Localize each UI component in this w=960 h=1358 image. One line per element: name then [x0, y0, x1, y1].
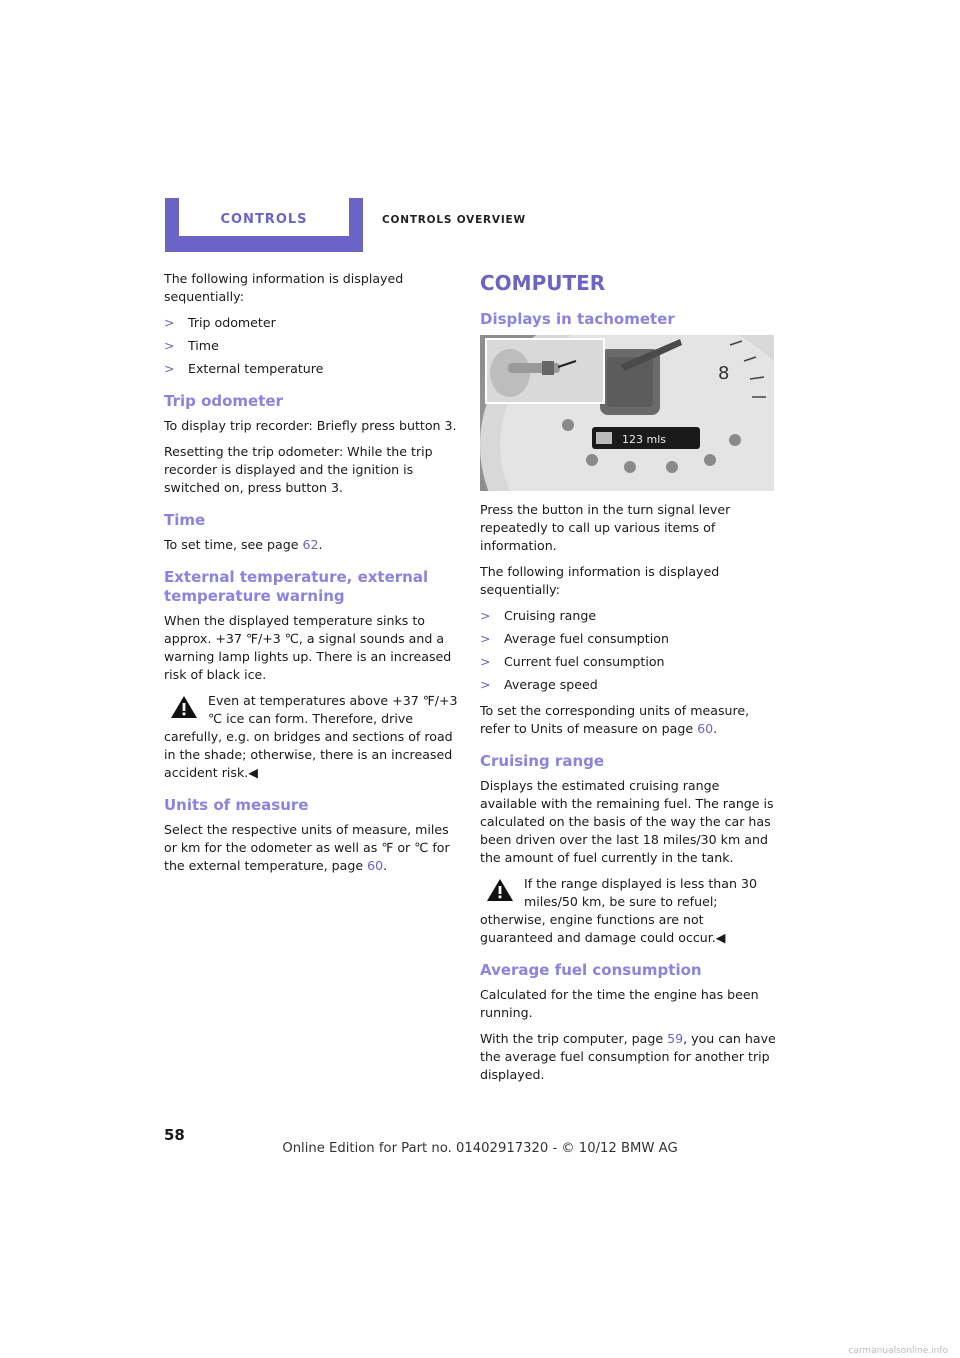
time-text-body: To set time, see page — [164, 537, 303, 552]
warning-triangle-icon — [170, 694, 198, 720]
list-item — [164, 337, 460, 355]
external-temperature-heading: External temperature, external temperature warning — [164, 568, 429, 605]
trip-odometer-p1: To display trip recorder: Briefly press button 3. — [164, 418, 457, 433]
computer-title: COMPUTER — [480, 271, 606, 295]
trip-odometer-p2: Resetting the trip odometer: While the trip recorder is displayed and the ignition is switched on, press button 3. — [164, 444, 433, 495]
list-item — [480, 630, 776, 648]
units-text-body: Select the respective units of measure, miles or km for the odometer as well as ℉ or ℃ for the external temperature, page — [164, 822, 450, 873]
bullet-mark: > — [480, 677, 491, 692]
units-text — [164, 821, 460, 875]
list-item-text: Trip odometer — [188, 315, 276, 330]
displays-p3 — [480, 702, 776, 738]
list-item-text: Cruising range — [504, 608, 597, 623]
warning-text: If the range displayed is less than 30 miles/50 km, be sure to refuel; otherwise, engine functions are not guaranteed and damage could occur.◀ — [480, 876, 757, 945]
average-fuel-p2 — [480, 1030, 776, 1084]
warning-note — [164, 692, 460, 782]
tachometer-figure — [480, 335, 774, 491]
section-tab-inner — [179, 198, 349, 236]
page-link-60[interactable]: 60 — [697, 721, 714, 736]
right-column — [480, 270, 776, 1092]
section-label: CONTROLS — [220, 212, 308, 227]
bullet-mark: > — [480, 631, 491, 646]
page-number: 58 — [164, 1126, 185, 1144]
tachometer-readout: 123 mls — [622, 433, 666, 446]
cruising-range-heading: Cruising range — [480, 752, 605, 770]
warning-triangle-icon — [486, 877, 514, 903]
list-item — [164, 314, 460, 332]
list-item — [480, 676, 776, 694]
bullet-mark: > — [164, 338, 175, 353]
intro-list — [164, 314, 460, 378]
list-item-text: Time — [188, 338, 219, 353]
external-temperature-p1: When the displayed temperature sinks to approx. +37 ℉/+3 ℃, a signal sounds and a warning lamp lights up. There is an increased risk of black ice. — [164, 613, 452, 682]
list-item-text: Current fuel consumption — [504, 654, 665, 669]
tachometer-illustration — [480, 335, 774, 491]
svg-text:8: 8 — [718, 363, 730, 384]
page-link-60[interactable]: 60 — [367, 858, 384, 873]
average-fuel-p2-body: With the trip computer, page — [480, 1031, 668, 1046]
intro-text: The following information is displayed sequentially: — [164, 271, 404, 304]
average-fuel-p1: Calculated for the time the engine has been running. — [480, 987, 759, 1020]
displays-list — [480, 607, 776, 694]
page-link-59[interactable]: 59 — [667, 1031, 684, 1046]
units-heading: Units of measure — [164, 796, 309, 814]
bullet-mark: > — [480, 608, 491, 623]
list-item — [480, 607, 776, 625]
displays-p3-end: . — [713, 721, 718, 736]
time-text — [164, 536, 460, 554]
section-tab — [165, 198, 363, 252]
list-item-text: External temperature — [188, 361, 324, 376]
list-item-text: Average speed — [504, 677, 598, 692]
page-link-62[interactable]: 62 — [302, 537, 319, 552]
displays-p3-body: To set the corresponding units of measure, refer to Units of measure on page — [480, 703, 750, 736]
warning-text: Even at temperatures above +37 ℉/+3 ℃ ice can form. Therefore, drive carefully, e.g. on bridges and sections of road in the shade; otherwise, there is an increased accident risk.◀ — [164, 693, 458, 780]
list-item — [164, 360, 460, 378]
left-column — [164, 270, 460, 883]
time-text-end: . — [318, 537, 323, 552]
watermark: carmanualsonline.info — [848, 1346, 948, 1356]
list-item — [480, 653, 776, 671]
cruising-range-p1: Displays the estimated cruising range available with the remaining fuel. The range is calculated on the basis of the way the car has been driven over the last 18 miles/30 km and the amount of fuel currently in the tank. — [480, 778, 774, 865]
units-text-end: . — [383, 858, 388, 873]
displays-heading: Displays in tachometer — [480, 310, 675, 328]
footer-edition: Online Edition for Part no. 01402917320 - © 10/12 BMW AG — [282, 1141, 678, 1156]
warning-note — [480, 875, 776, 947]
bullet-mark: > — [480, 654, 491, 669]
list-item-text: Average fuel consumption — [504, 631, 669, 646]
average-fuel-heading: Average fuel consumption — [480, 961, 702, 979]
bullet-mark: > — [164, 361, 175, 376]
time-heading: Time — [164, 511, 206, 529]
average-fuel-p2-end: , you can have the average fuel consumption for another trip displayed. — [480, 1031, 776, 1082]
trip-odometer-heading: Trip odometer — [164, 392, 283, 410]
bullet-mark: > — [164, 315, 175, 330]
displays-p1: Press the button in the turn signal lever repeatedly to call up various items of information. — [480, 502, 731, 553]
chapter-label: CONTROLS OVERVIEW — [382, 214, 526, 226]
displays-p2: The following information is displayed sequentially: — [480, 564, 720, 597]
